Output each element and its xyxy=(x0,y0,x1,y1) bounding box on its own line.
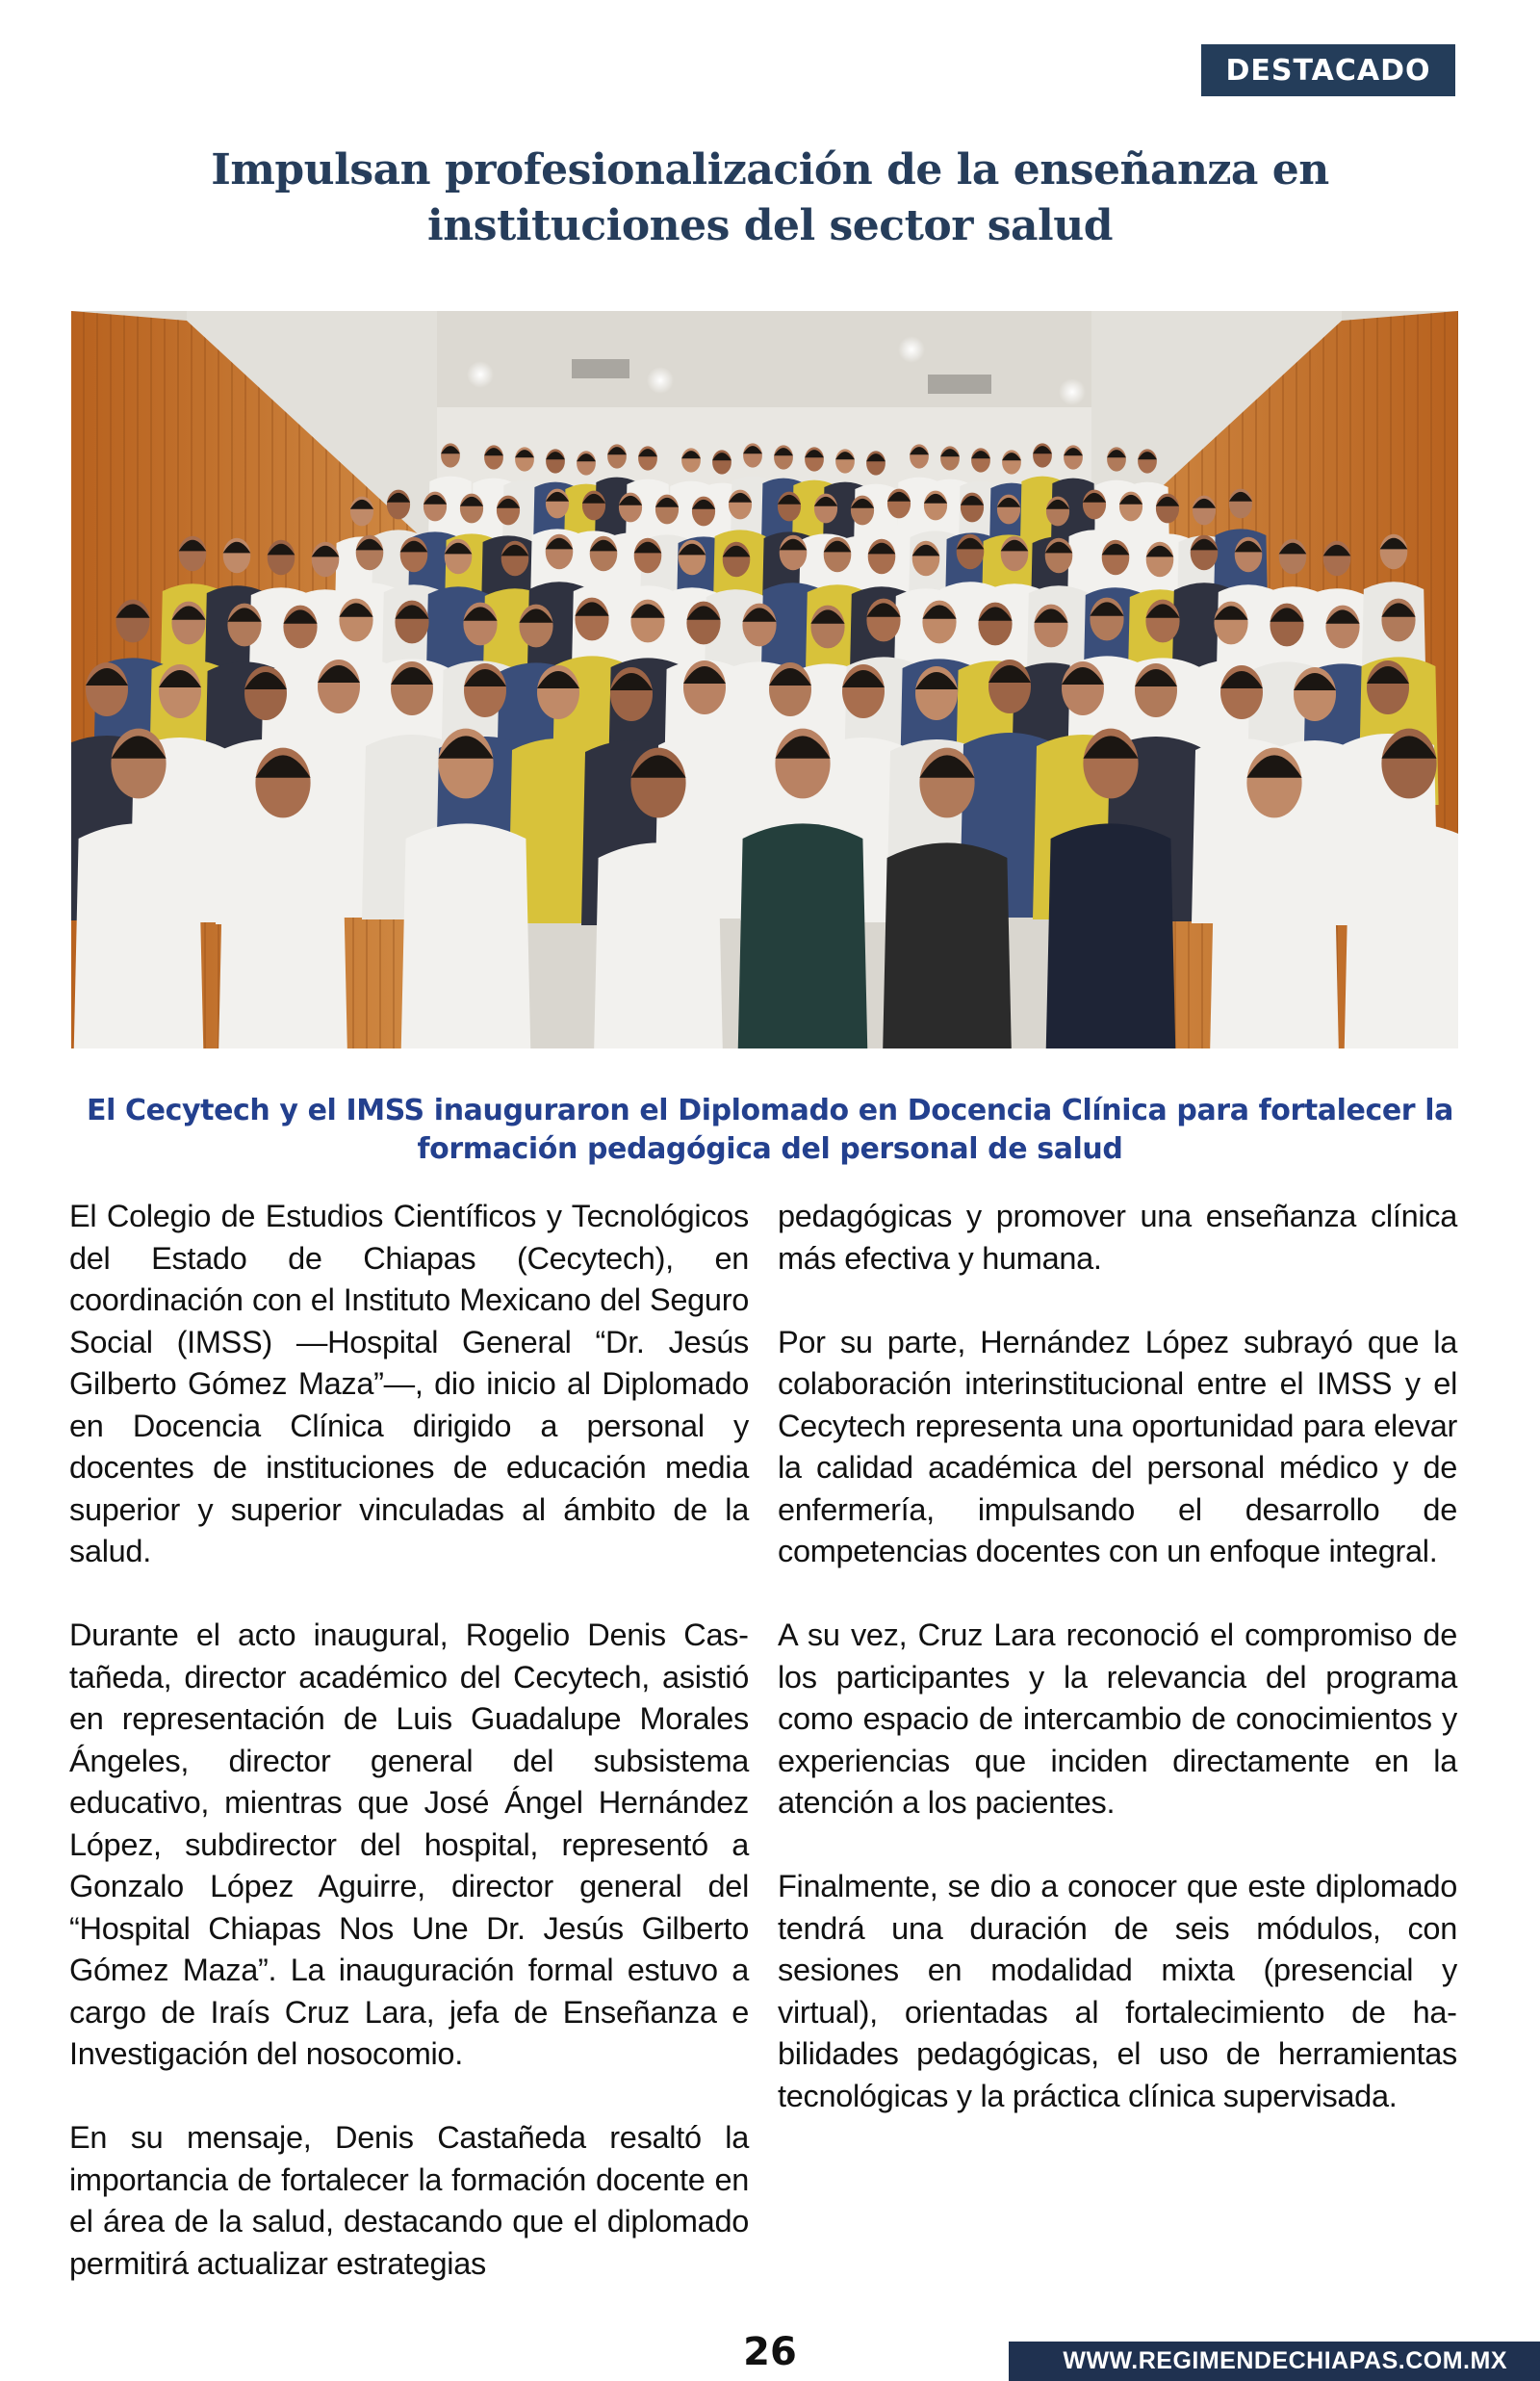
section-tag: DESTACADO xyxy=(1201,44,1455,96)
article-headline: Impulsan profesionalización de la enseñanza en instituciones del sector salud xyxy=(211,145,1329,250)
paragraph: A su vez, Cruz Lara reconoció el compromiso de los participantes y la relevancia del programa como espacio de intercambio de conocimientos y experiencias que inciden directamente en la atención a los pacientes. xyxy=(778,1618,1457,1820)
paragraph: Por su parte, Hernández López subrayó que la colaboración interinstitucional entre el IMSS y el Cecytech representa una oportunidad para elevar la calidad académica del personal médico y de enfermería, impulsando el desarrollo de competencias docentes con un enfoque integral. xyxy=(778,1324,1457,1568)
paragraph: pedagógicas y promover una enseñanza clínica más efectiva y humana. xyxy=(778,1199,1457,1276)
article-photo xyxy=(71,311,1458,1048)
paragraph: El Colegio de Estudios Científicos y Tecnológicos del Estado de Chiapas (Cecytech), en coordinación con el Instituto Mexicano del Seguro Social (IMSS) —Hospital General “Dr. Jesús Gilberto Gómez Maza”—, dio inicio al Diplomado en Docencia Clínica dirigido a personal y docentes de instituciones de educación media superior y superior vinculadas al ámbito de la salud. xyxy=(69,1199,749,1568)
body-right-column xyxy=(778,1196,1457,2117)
paragraph: En su mensaje, Denis Castañeda resaltó la importancia de fortalecer la formación docente en el área de la salud, destacando que el diplomado permitirá actualizar estrategias xyxy=(69,2120,749,2281)
group-photo-illustration xyxy=(71,311,1458,1048)
paragraph: Durante el acto inaugural, Rogelio Denis Castañeda, director académico del Cecytech, asistió en representación de Luis Guadalupe Morales Ángeles, director general del subsistema educativo, mientras que José Ángel Hernández López, subdirector del hospital, representó a Gonzalo López Aguirre, director general del “Hospital Chiapas Nos Une Dr. Jesús Gilberto Gómez Maza”. La inauguración formal estuvo a cargo de Iraís Cruz Lara, jefa de Enseñanza e Investigación del nosocomio. xyxy=(69,1618,749,2071)
page-number: 26 xyxy=(743,2330,797,2374)
body-left-column xyxy=(69,1196,749,2285)
paragraph: Finalmente, se dio a conocer que este diplomado tendrá una duración de seis módulos, con sesiones en modalidad mixta (presencial y virtual), orientadas al fortalecimiento de habilidades pedagógicas, el uso de herramientas tecnológicas y la práctica clínica supervisada. xyxy=(778,1869,1457,2113)
website-link[interactable]: WWW.REGIMENDECHIAPAS.COM.MX xyxy=(1009,2342,1540,2381)
article-subhead: El Cecytech y el IMSS inauguraron el Diplomado en Docencia Clínica para fortalecer la formación pedagógica del personal de salud xyxy=(87,1094,1453,1166)
